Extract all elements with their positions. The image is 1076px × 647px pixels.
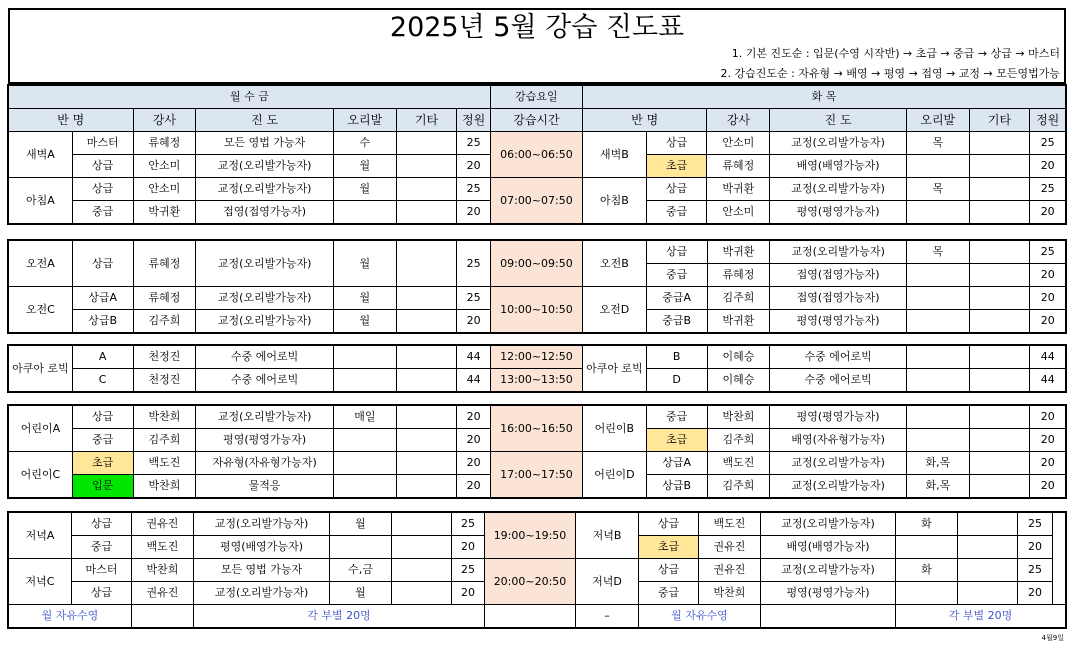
progress-text: 교정(오리발가능자): [770, 241, 907, 264]
class-level: A: [72, 346, 133, 369]
class-level: C: [72, 369, 133, 392]
capacity: 44: [1030, 346, 1066, 369]
teacher-name: 박찬희: [133, 475, 196, 498]
teacher-name: 박귀환: [133, 201, 196, 224]
flipper-days: [906, 201, 969, 224]
free-swim-right: 월 자유수영: [639, 605, 761, 628]
teacher-name: 박귀환: [707, 241, 770, 264]
lesson-time: 20:00~20:50: [485, 559, 576, 605]
class-level: 상급B: [72, 310, 133, 333]
capacity: 20: [457, 201, 490, 224]
progress-text: 접영(접영가능자): [196, 201, 334, 224]
footer-empty: [485, 605, 576, 628]
class-row: [9, 178, 1066, 201]
teacher-name: 백도진: [133, 452, 196, 475]
class-name: 오전C: [9, 287, 73, 333]
flipper-days: [333, 452, 396, 475]
class-name: 어린이A: [9, 406, 73, 452]
capacity: 44: [457, 369, 490, 392]
class-level: 중급: [646, 201, 707, 224]
flipper-days: 월: [333, 310, 396, 333]
teacher-name: 류혜정: [133, 132, 196, 155]
progress-text: 모든 영법 가능자: [196, 132, 334, 155]
class-level: 초급: [639, 536, 699, 559]
progress-text: 교정(오리발가능자): [196, 287, 334, 310]
etc-cell: [396, 369, 457, 392]
teacher-name: 안소미: [707, 132, 770, 155]
etc-cell: [396, 475, 457, 498]
etc-cell: [396, 241, 457, 287]
teacher-name: 권유진: [132, 582, 194, 605]
class-level: 상급: [72, 241, 133, 287]
footer-row: [9, 605, 1066, 628]
class-level: 중급B: [646, 310, 707, 333]
capacity: 20: [457, 429, 490, 452]
capacity: 44: [457, 346, 490, 369]
class-level: 상급: [639, 513, 699, 536]
progress-text: 접영(접영가능자): [770, 264, 907, 287]
capacity: 20: [1030, 287, 1066, 310]
col-class: 반 명: [9, 109, 134, 132]
class-name: 오전A: [9, 241, 73, 287]
lesson-time: 10:00~10:50: [490, 287, 582, 333]
class-level: D: [646, 369, 707, 392]
teacher-name: 백도진: [707, 452, 770, 475]
etc-cell: [396, 346, 457, 369]
teacher-name: 박찬희: [132, 559, 194, 582]
flipper-days: [906, 287, 969, 310]
etc-cell: [396, 310, 457, 333]
etc-cell: [392, 536, 452, 559]
class-name: 아침B: [582, 178, 646, 224]
class-level: 상급: [72, 178, 133, 201]
class-row: [9, 346, 1066, 369]
flipper-days: [330, 536, 392, 559]
capacity: 44: [1030, 369, 1066, 392]
schedule-table: [8, 345, 1066, 392]
free-swim-left: 월 자유수영: [9, 605, 132, 628]
etc-cell: [396, 287, 457, 310]
etc-cell: [396, 406, 457, 429]
teacher-name: 류혜정: [707, 155, 770, 178]
capacity: 20: [1018, 582, 1053, 605]
class-level: 중급A: [646, 287, 707, 310]
class-name: 아침A: [9, 178, 73, 224]
progress-text: 수중 에어로빅: [196, 369, 334, 392]
flipper-days: 화: [896, 513, 958, 536]
etc-cell: [969, 406, 1030, 429]
flipper-days: 월: [333, 155, 396, 178]
progress-text: 수중 에어로빅: [196, 346, 334, 369]
etc-cell: [969, 132, 1030, 155]
progress-text: 배영(배영가능자): [770, 155, 907, 178]
class-level: 중급: [639, 582, 699, 605]
class-level: 입문: [72, 475, 133, 498]
class-level: 상급: [646, 178, 707, 201]
flipper-days: [906, 264, 969, 287]
etc-cell: [958, 513, 1018, 536]
capacity: 20: [1030, 429, 1066, 452]
class-name: 어린이D: [583, 452, 647, 498]
teacher-name: 김주희: [707, 429, 770, 452]
capacity: 20: [1018, 536, 1053, 559]
class-level: 마스터: [72, 132, 133, 155]
lesson-time: 06:00~06:50: [490, 132, 582, 178]
capacity: 20: [1030, 310, 1066, 333]
capacity: 25: [1018, 513, 1053, 536]
col-capacity: 정원: [457, 109, 490, 132]
flipper-days: [896, 582, 958, 605]
class-level: 상급: [639, 559, 699, 582]
class-name: 오전B: [583, 241, 647, 287]
lesson-time: 07:00~07:50: [490, 178, 582, 224]
flipper-days: 월: [330, 513, 392, 536]
flipper-days: 월: [333, 241, 396, 287]
note-lesson-order: 2. 강습진도순 : 자유형 → 배영 → 평영 → 접영 → 교정 → 모든영법가능: [720, 67, 1060, 80]
etc-cell: [969, 346, 1030, 369]
teacher-name: 백도진: [132, 536, 194, 559]
etc-cell: [969, 155, 1030, 178]
class-level: 상급A: [72, 287, 133, 310]
header-right-days: 화 목: [582, 86, 1065, 109]
teacher-name: 이혜승: [707, 369, 770, 392]
etc-cell: [396, 429, 457, 452]
progress-text: 평영(배영가능자): [194, 536, 330, 559]
col-teacher: 강사: [133, 109, 196, 132]
capacity: 25: [1018, 559, 1053, 582]
teacher-name: 박찬희: [133, 406, 196, 429]
teacher-name: 류혜정: [133, 287, 196, 310]
class-level: 초급: [646, 429, 707, 452]
col-progress: 진 도: [196, 109, 334, 132]
etc-cell: [396, 155, 457, 178]
col-class: 반 명: [582, 109, 707, 132]
class-level: 중급: [72, 536, 132, 559]
capacity: 20: [457, 310, 490, 333]
class-name: 새벽B: [582, 132, 646, 178]
class-name: 저녁B: [576, 513, 639, 559]
capacity: 20: [457, 406, 490, 429]
col-time: 강습시간: [490, 109, 582, 132]
teacher-name: 박찬희: [707, 406, 770, 429]
etc-cell: [969, 429, 1030, 452]
progress-text: 접영(접영가능자): [770, 287, 907, 310]
progress-text: 교정(오리발가능자): [770, 178, 907, 201]
header-days-row: [9, 86, 1066, 109]
class-level: 중급: [646, 406, 707, 429]
free-swim-note-left: 각 부별 20명: [194, 605, 485, 628]
progress-text: 교정(오리발가능자): [761, 513, 896, 536]
header-columns-row: [9, 109, 1066, 132]
class-level: 초급: [72, 452, 133, 475]
col-flipper: 오리발: [333, 109, 396, 132]
flipper-days: 월: [333, 178, 396, 201]
teacher-name: 박찬희: [699, 582, 761, 605]
class-row: [9, 287, 1066, 310]
progress-text: 교정(오리발가능자): [194, 513, 330, 536]
class-level: 상급A: [646, 452, 707, 475]
capacity: 20: [457, 155, 490, 178]
flipper-days: [906, 369, 969, 392]
progress-text: 평영(평영가능자): [770, 310, 907, 333]
progress-text: 배영(자유형가능자): [770, 429, 907, 452]
class-name: 아쿠아 로빅: [583, 346, 647, 392]
free-swim-note-right: 각 부별 20명: [896, 605, 1066, 628]
capacity: 20: [1030, 264, 1066, 287]
class-level: 초급: [646, 155, 707, 178]
teacher-name: 권유진: [699, 559, 761, 582]
teacher-name: 박귀환: [707, 310, 770, 333]
class-level: 상급: [646, 132, 707, 155]
title-box: [8, 8, 1066, 84]
flipper-days: [333, 346, 396, 369]
flipper-days: 화,목: [906, 475, 969, 498]
progress-text: 모든 영법 가능자: [194, 559, 330, 582]
class-name: 어린이C: [9, 452, 73, 498]
capacity: 25: [457, 178, 490, 201]
progress-text: 평영(평영가능자): [770, 406, 907, 429]
lesson-time: 17:00~17:50: [490, 452, 582, 498]
etc-cell: [969, 452, 1030, 475]
teacher-name: 김주희: [133, 429, 196, 452]
col-etc: 기타: [396, 109, 457, 132]
class-name: 저녁C: [9, 559, 72, 605]
capacity: 20: [1030, 155, 1066, 178]
progress-text: 교정(오리발가능자): [770, 452, 907, 475]
capacity: 25: [452, 513, 485, 536]
progress-text: 물적응: [196, 475, 334, 498]
class-row: [9, 559, 1066, 582]
flipper-days: [333, 475, 396, 498]
capacity: 20: [1030, 406, 1066, 429]
col-teacher: 강사: [707, 109, 770, 132]
capacity: 20: [452, 536, 485, 559]
etc-cell: [969, 201, 1030, 224]
capacity: 25: [457, 132, 490, 155]
progress-text: 자유형(자유형가능자): [196, 452, 334, 475]
class-row: [9, 513, 1066, 536]
etc-cell: [396, 452, 457, 475]
capacity: 25: [1030, 241, 1066, 264]
col-capacity: 정원: [1030, 109, 1066, 132]
header-left-days: 월 수 금: [9, 86, 491, 109]
class-row: [9, 132, 1066, 155]
teacher-name: 김주희: [707, 475, 770, 498]
progress-text: 수중 에어로빅: [770, 346, 907, 369]
class-name: 어린이B: [583, 406, 647, 452]
class-name: 오전D: [583, 287, 647, 333]
flipper-days: 수,금: [330, 559, 392, 582]
flipper-days: 수: [333, 132, 396, 155]
progress-text: 교정(오리발가능자): [194, 582, 330, 605]
class-row: [9, 369, 1066, 392]
teacher-name: 권유진: [132, 513, 194, 536]
etc-cell: [969, 178, 1030, 201]
progress-text: 수중 에어로빅: [770, 369, 907, 392]
lesson-time: 13:00~13:50: [490, 369, 582, 392]
etc-cell: [969, 264, 1030, 287]
etc-cell: [958, 536, 1018, 559]
flipper-days: 월: [333, 287, 396, 310]
flipper-days: [896, 536, 958, 559]
print-date: 4월9일: [1041, 634, 1064, 642]
schedule-table: [8, 240, 1066, 333]
page-title: 2025년 5월 강습 진도표: [389, 12, 685, 43]
class-level: 마스터: [72, 559, 132, 582]
etc-cell: [396, 201, 457, 224]
lesson-time: 19:00~19:50: [485, 513, 576, 559]
footer-mid: –: [576, 605, 639, 628]
teacher-name: 이혜승: [707, 346, 770, 369]
class-name: 저녁D: [576, 559, 639, 605]
lesson-time: 16:00~16:50: [490, 406, 582, 452]
capacity: 20: [457, 475, 490, 498]
teacher-name: 권유진: [699, 536, 761, 559]
class-level: 상급: [72, 582, 132, 605]
class-level: 상급: [72, 513, 132, 536]
etc-cell: [392, 559, 452, 582]
flipper-days: 목: [906, 241, 969, 264]
etc-cell: [392, 513, 452, 536]
progress-text: 교정(오리발가능자): [196, 310, 334, 333]
class-name: 저녁A: [9, 513, 72, 559]
teacher-name: 안소미: [707, 201, 770, 224]
flipper-days: [906, 406, 969, 429]
class-row: [9, 452, 1066, 475]
class-name: 새벽A: [9, 132, 73, 178]
progress-text: 교정(오리발가능자): [196, 241, 334, 287]
flipper-days: 화,목: [906, 452, 969, 475]
capacity: 25: [457, 287, 490, 310]
etc-cell: [392, 582, 452, 605]
header-lesson-days: 강습요일: [490, 86, 582, 109]
etc-cell: [969, 310, 1030, 333]
progress-text: 평영(평영가능자): [196, 429, 334, 452]
progress-text: 교정(오리발가능자): [761, 559, 896, 582]
progress-text: 교정(오리발가능자): [196, 155, 334, 178]
capacity: 20: [1030, 452, 1066, 475]
lesson-time: 09:00~09:50: [490, 241, 582, 287]
flipper-days: [333, 369, 396, 392]
flipper-days: 목: [906, 132, 969, 155]
teacher-name: 안소미: [133, 178, 196, 201]
class-level: 상급B: [646, 475, 707, 498]
schedule-table: [8, 512, 1066, 628]
capacity: 25: [1030, 178, 1066, 201]
class-level: 상급: [72, 406, 133, 429]
col-etc: 기타: [969, 109, 1030, 132]
progress-text: 평영(평영가능자): [761, 582, 896, 605]
progress-text: 교정(오리발가능자): [196, 178, 334, 201]
class-row: [9, 241, 1066, 264]
teacher-name: 천정진: [133, 346, 196, 369]
etc-cell: [396, 132, 457, 155]
class-level: 중급: [72, 201, 133, 224]
class-level: 중급: [72, 429, 133, 452]
footer-empty: [761, 605, 896, 628]
flipper-days: 목: [906, 178, 969, 201]
progress-text: 교정(오리발가능자): [770, 475, 907, 498]
class-name: 아쿠아 로빅: [9, 346, 73, 392]
col-flipper: 오리발: [906, 109, 969, 132]
flipper-days: [333, 201, 396, 224]
flipper-days: [906, 346, 969, 369]
teacher-name: 김주희: [707, 287, 770, 310]
capacity: 20: [1030, 201, 1066, 224]
teacher-name: 천정진: [133, 369, 196, 392]
schedule-table: [8, 405, 1066, 498]
capacity: 25: [452, 559, 485, 582]
capacity: 20: [1030, 475, 1066, 498]
progress-text: 배영(배영가능자): [761, 536, 896, 559]
class-row: [9, 406, 1066, 429]
progress-text: 교정(오리발가능자): [196, 406, 334, 429]
teacher-name: 김주희: [133, 310, 196, 333]
class-level: 중급: [646, 264, 707, 287]
capacity: 20: [452, 582, 485, 605]
etc-cell: [969, 369, 1030, 392]
lesson-time: 12:00~12:50: [490, 346, 582, 369]
flipper-days: [906, 429, 969, 452]
etc-cell: [958, 582, 1018, 605]
flipper-days: [906, 155, 969, 178]
class-level: B: [646, 346, 707, 369]
capacity: 20: [457, 452, 490, 475]
class-level: 상급: [646, 241, 707, 264]
col-progress: 진 도: [770, 109, 907, 132]
flipper-days: 월: [330, 582, 392, 605]
flipper-days: [333, 429, 396, 452]
teacher-name: 백도진: [699, 513, 761, 536]
capacity: 25: [1030, 132, 1066, 155]
flipper-days: [906, 310, 969, 333]
teacher-name: 안소미: [133, 155, 196, 178]
capacity: 25: [457, 241, 490, 287]
etc-cell: [958, 559, 1018, 582]
etc-cell: [969, 287, 1030, 310]
note-basic-order: 1. 기본 진도순 : 입문(수영 시작반) → 초급 → 중급 → 상급 → 마스터: [731, 47, 1060, 60]
schedule-table: [8, 85, 1066, 224]
footer-empty: [132, 605, 194, 628]
progress-text: 교정(오리발가능자): [770, 132, 907, 155]
teacher-name: 류혜정: [133, 241, 196, 287]
class-level: 상급: [72, 155, 133, 178]
etc-cell: [969, 475, 1030, 498]
flipper-days: 매일: [333, 406, 396, 429]
etc-cell: [396, 178, 457, 201]
teacher-name: 류혜정: [707, 264, 770, 287]
teacher-name: 박귀환: [707, 178, 770, 201]
progress-text: 평영(평영가능자): [770, 201, 907, 224]
etc-cell: [969, 241, 1030, 264]
flipper-days: 화: [896, 559, 958, 582]
